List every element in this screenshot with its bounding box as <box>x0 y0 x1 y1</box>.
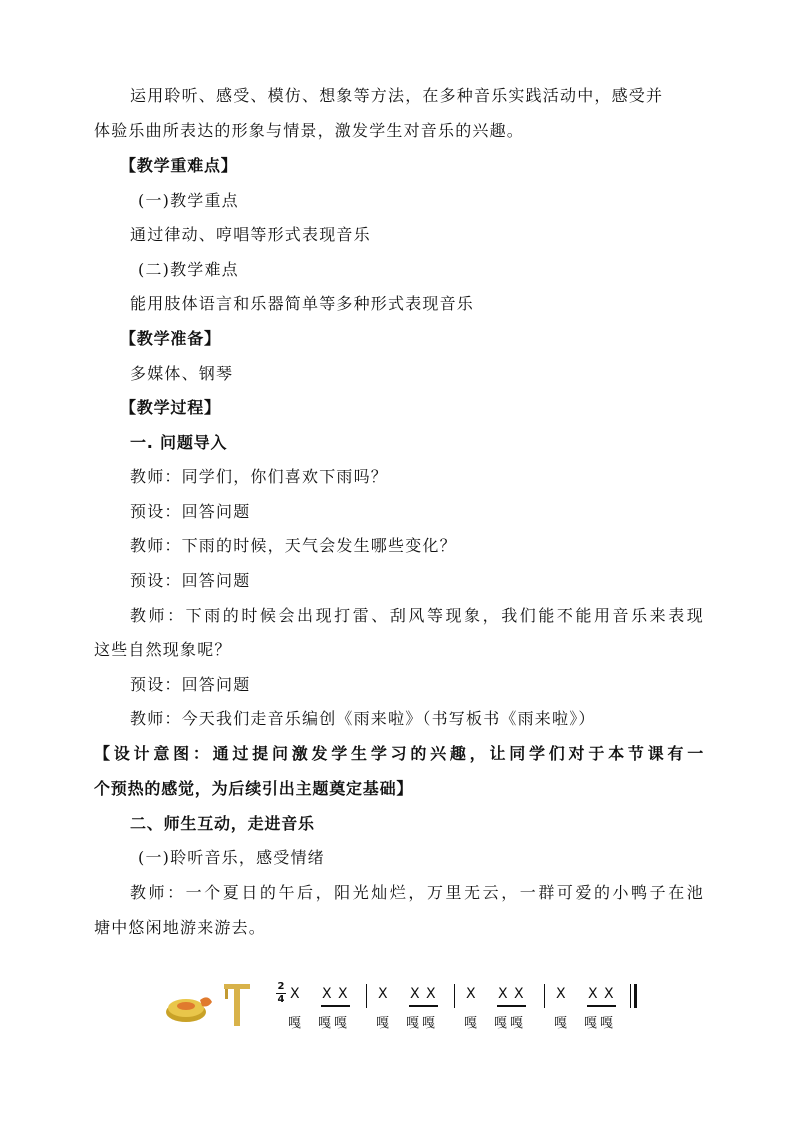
key-point-1-text: 通过律动、哼唱等形式表现音乐 <box>130 225 371 244</box>
time-signature <box>276 982 286 1005</box>
rhythm-note: X <box>378 986 388 1002</box>
dialog-line: 教师：今天我们走音乐编创《雨来啦》（书写板书《雨来啦》） <box>130 709 596 728</box>
rhythm-note: X <box>498 986 508 1002</box>
dialog-line: 教师：下雨的时候会出现打雷、刮风等现象，我们能不能用音乐来表现 <box>130 606 704 625</box>
dialog-line: 预设：回答问题 <box>130 675 251 694</box>
syllable: 嘎 <box>422 1016 436 1031</box>
eighth-beam <box>321 1005 350 1007</box>
eighth-beam <box>497 1005 526 1007</box>
time-signature-top: 2 <box>277 981 285 992</box>
rhythm-note: X <box>290 986 300 1002</box>
rhythm-note: X <box>338 986 348 1002</box>
rhythm-note: X <box>604 986 614 1002</box>
syllable: 嘎 <box>494 1016 508 1031</box>
rhythm-note: X <box>322 986 332 1002</box>
syllable: 嘎 <box>288 1016 302 1031</box>
syllable: 嘎 <box>600 1016 614 1031</box>
key-points-heading: 【教学重难点】 <box>120 156 238 175</box>
rhythm-notation <box>160 976 650 1044</box>
final-bar-line-thick <box>634 984 637 1008</box>
syllable: 嘎 <box>464 1016 478 1031</box>
section-1-title: 一. 问题导入 <box>130 433 228 452</box>
key-point-2-label: (二)教学难点 <box>138 260 239 279</box>
final-bar-line <box>630 984 631 1008</box>
section-2-title: 二、师生互动，走进音乐 <box>130 814 315 833</box>
rhythm-note: X <box>426 986 436 1002</box>
dialog-line: 预设：回答问题 <box>130 502 251 521</box>
bar-line <box>454 984 455 1008</box>
process-heading: 【教学过程】 <box>120 398 221 417</box>
teacher-line-2: 塘中悠闲地游来游去。 <box>94 918 267 937</box>
syllable: 嘎 <box>554 1016 568 1031</box>
key-point-2-text: 能用肢体语言和乐器简单等多种形式表现音乐 <box>130 294 475 313</box>
intro-line-1: 运用聆听、感受、模仿、想象等方法，在多种音乐实践活动中，感受并 <box>130 86 664 105</box>
rhythm-note: X <box>410 986 420 1002</box>
dialog-line: 预设：回答问题 <box>130 571 251 590</box>
design-intent-line-2: 个预热的感觉，为后续引出主题奠定基础】 <box>94 779 414 798</box>
clapper-icon <box>222 982 252 1028</box>
rhythm-note: X <box>588 986 598 1002</box>
syllable: 嘎 <box>318 1016 332 1031</box>
rhythm-note: X <box>556 986 566 1002</box>
dialog-line: 教师：同学们，你们喜欢下雨吗？ <box>130 467 389 486</box>
syllable: 嘎 <box>406 1016 420 1031</box>
time-signature-bottom: 4 <box>277 994 285 1005</box>
syllable: 嘎 <box>584 1016 598 1031</box>
castanet-icon <box>164 986 214 1024</box>
dialog-line: 教师：下雨的时候，天气会发生哪些变化？ <box>130 536 457 555</box>
eighth-beam <box>409 1005 438 1007</box>
subsection-1-label: (一)聆听音乐，感受情绪 <box>138 848 325 867</box>
syllable: 嘎 <box>334 1016 348 1031</box>
design-intent-line-1: 【设计意图：通过提问激发学生学习的兴趣，让同学们对于本节课有一 <box>94 744 704 763</box>
syllable: 嘎 <box>510 1016 524 1031</box>
preparation-heading: 【教学准备】 <box>120 329 221 348</box>
key-point-1-label: (一)教学重点 <box>138 191 239 210</box>
teacher-line-1: 教师：一个夏日的午后，阳光灿烂，万里无云，一群可爱的小鸭子在池 <box>130 883 704 902</box>
bar-line <box>544 984 545 1008</box>
rhythm-note: X <box>466 986 476 1002</box>
bar-line <box>366 984 367 1008</box>
syllable: 嘎 <box>376 1016 390 1031</box>
intro-line-2: 体验乐曲所表达的形象与情景，激发学生对音乐的兴趣。 <box>94 121 525 140</box>
eighth-beam <box>587 1005 616 1007</box>
dialog-line: 这些自然现象呢？ <box>94 640 232 659</box>
rhythm-note: X <box>514 986 524 1002</box>
preparation-text: 多媒体、钢琴 <box>130 364 234 383</box>
